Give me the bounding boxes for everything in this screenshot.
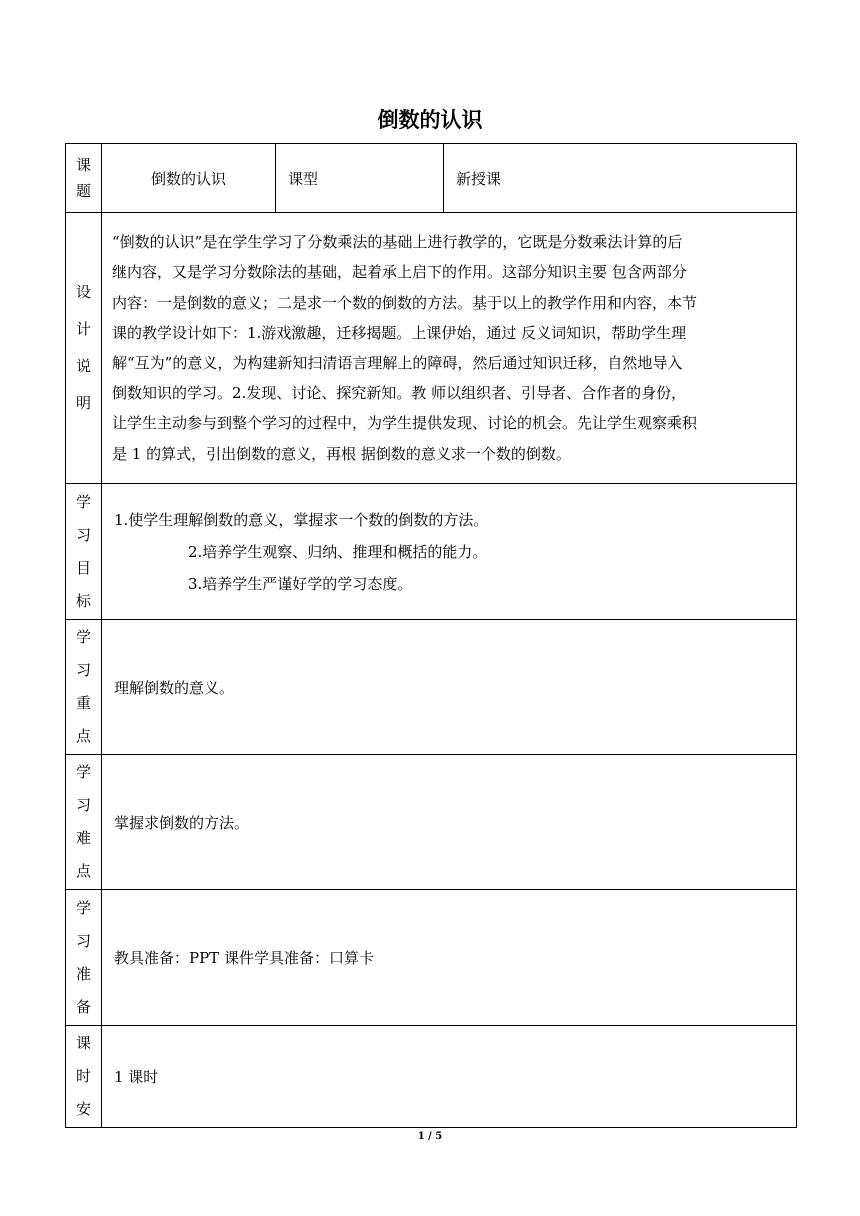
design-line: 内容：一是倒数的意义；二是求一个数的倒数的方法。基于以上的教学作用和内容，本节 xyxy=(112,293,698,312)
design-line: “倒数的认识”是在学生学习了分数乘法的基础上进行教学的，它既是分数乘法计算的后 xyxy=(112,233,683,252)
schedule-label-cell xyxy=(66,1026,102,1128)
page-number: 1 / 5 xyxy=(417,1131,443,1142)
difficulties-text: 掌握求倒数的方法。 xyxy=(102,755,797,890)
objectives-label: 学习目标 xyxy=(75,492,91,610)
schedule-text: 1 课时 xyxy=(102,1026,797,1128)
topic-label-cell xyxy=(66,144,102,213)
objective-item: 2.培养学生观察、归纳、推理和概括的能力。 xyxy=(188,542,488,561)
lesson-plan-table xyxy=(65,143,797,1128)
type-label: 课型 xyxy=(276,144,444,213)
design-line: 解“互为”的意义，为构建新知扫清语言理解上的障碍，然后通过知识迁移，自然地导入 xyxy=(112,354,683,372)
design-line: 课的教学设计如下：1.游戏激趣，迁移揭题。上课伊始，通过 反义词知识，帮助学生理 xyxy=(112,323,687,342)
document-title: 倒数的认识 xyxy=(377,108,483,132)
key-points-label-cell xyxy=(66,620,102,755)
objective-item: 1.使学生理解倒数的意义，掌握求一个数的倒数的方法。 xyxy=(114,510,489,529)
objectives-label-cell xyxy=(66,484,102,620)
difficulties-label: 学习难点 xyxy=(75,763,91,880)
type-value: 新授课 xyxy=(444,144,797,213)
preparation-text: 教具准备：PPT 课件学具准备：口算卡 xyxy=(102,890,797,1026)
schedule-row xyxy=(66,1026,797,1128)
header-row xyxy=(66,144,797,213)
difficulties-row xyxy=(66,755,797,890)
objectives-row xyxy=(66,484,797,620)
preparation-label-cell xyxy=(66,890,102,1026)
difficulties-label-cell xyxy=(66,755,102,890)
design-row xyxy=(66,213,797,484)
design-line: 倒数知识的学习。2.发现、讨论、探究新知。教 师以组织者、引导者、合作者的身份， xyxy=(112,384,687,403)
design-label: 设计说明 xyxy=(75,283,91,412)
design-line: 让学生主动参与到整个学习的过程中，为学生提供发现、讨论的机会。先让学生观察乘积 xyxy=(112,414,698,433)
preparation-row xyxy=(66,890,797,1026)
objectives-list xyxy=(102,484,797,620)
design-label-cell xyxy=(66,213,102,484)
design-line: 是 1 的算式，引出倒数的意义，再根 据倒数的意义求一个数的倒数。 xyxy=(112,444,571,463)
objective-item: 3.培养学生严谨好学的学习态度。 xyxy=(188,574,413,593)
key-points-label: 学习重点 xyxy=(75,628,91,745)
key-points-row xyxy=(66,620,797,755)
schedule-label: 课时安 xyxy=(75,1034,91,1118)
topic-label: 课题 xyxy=(75,156,91,200)
design-description xyxy=(102,213,797,484)
preparation-label: 学习准备 xyxy=(75,898,91,1016)
design-line: 继内容，又是学习分数除法的基础，起着承上启下的作用。这部分知识主要 包含两部分 xyxy=(112,263,687,282)
topic-value: 倒数的认识 xyxy=(102,144,276,213)
key-points-text: 理解倒数的意义。 xyxy=(102,620,797,755)
